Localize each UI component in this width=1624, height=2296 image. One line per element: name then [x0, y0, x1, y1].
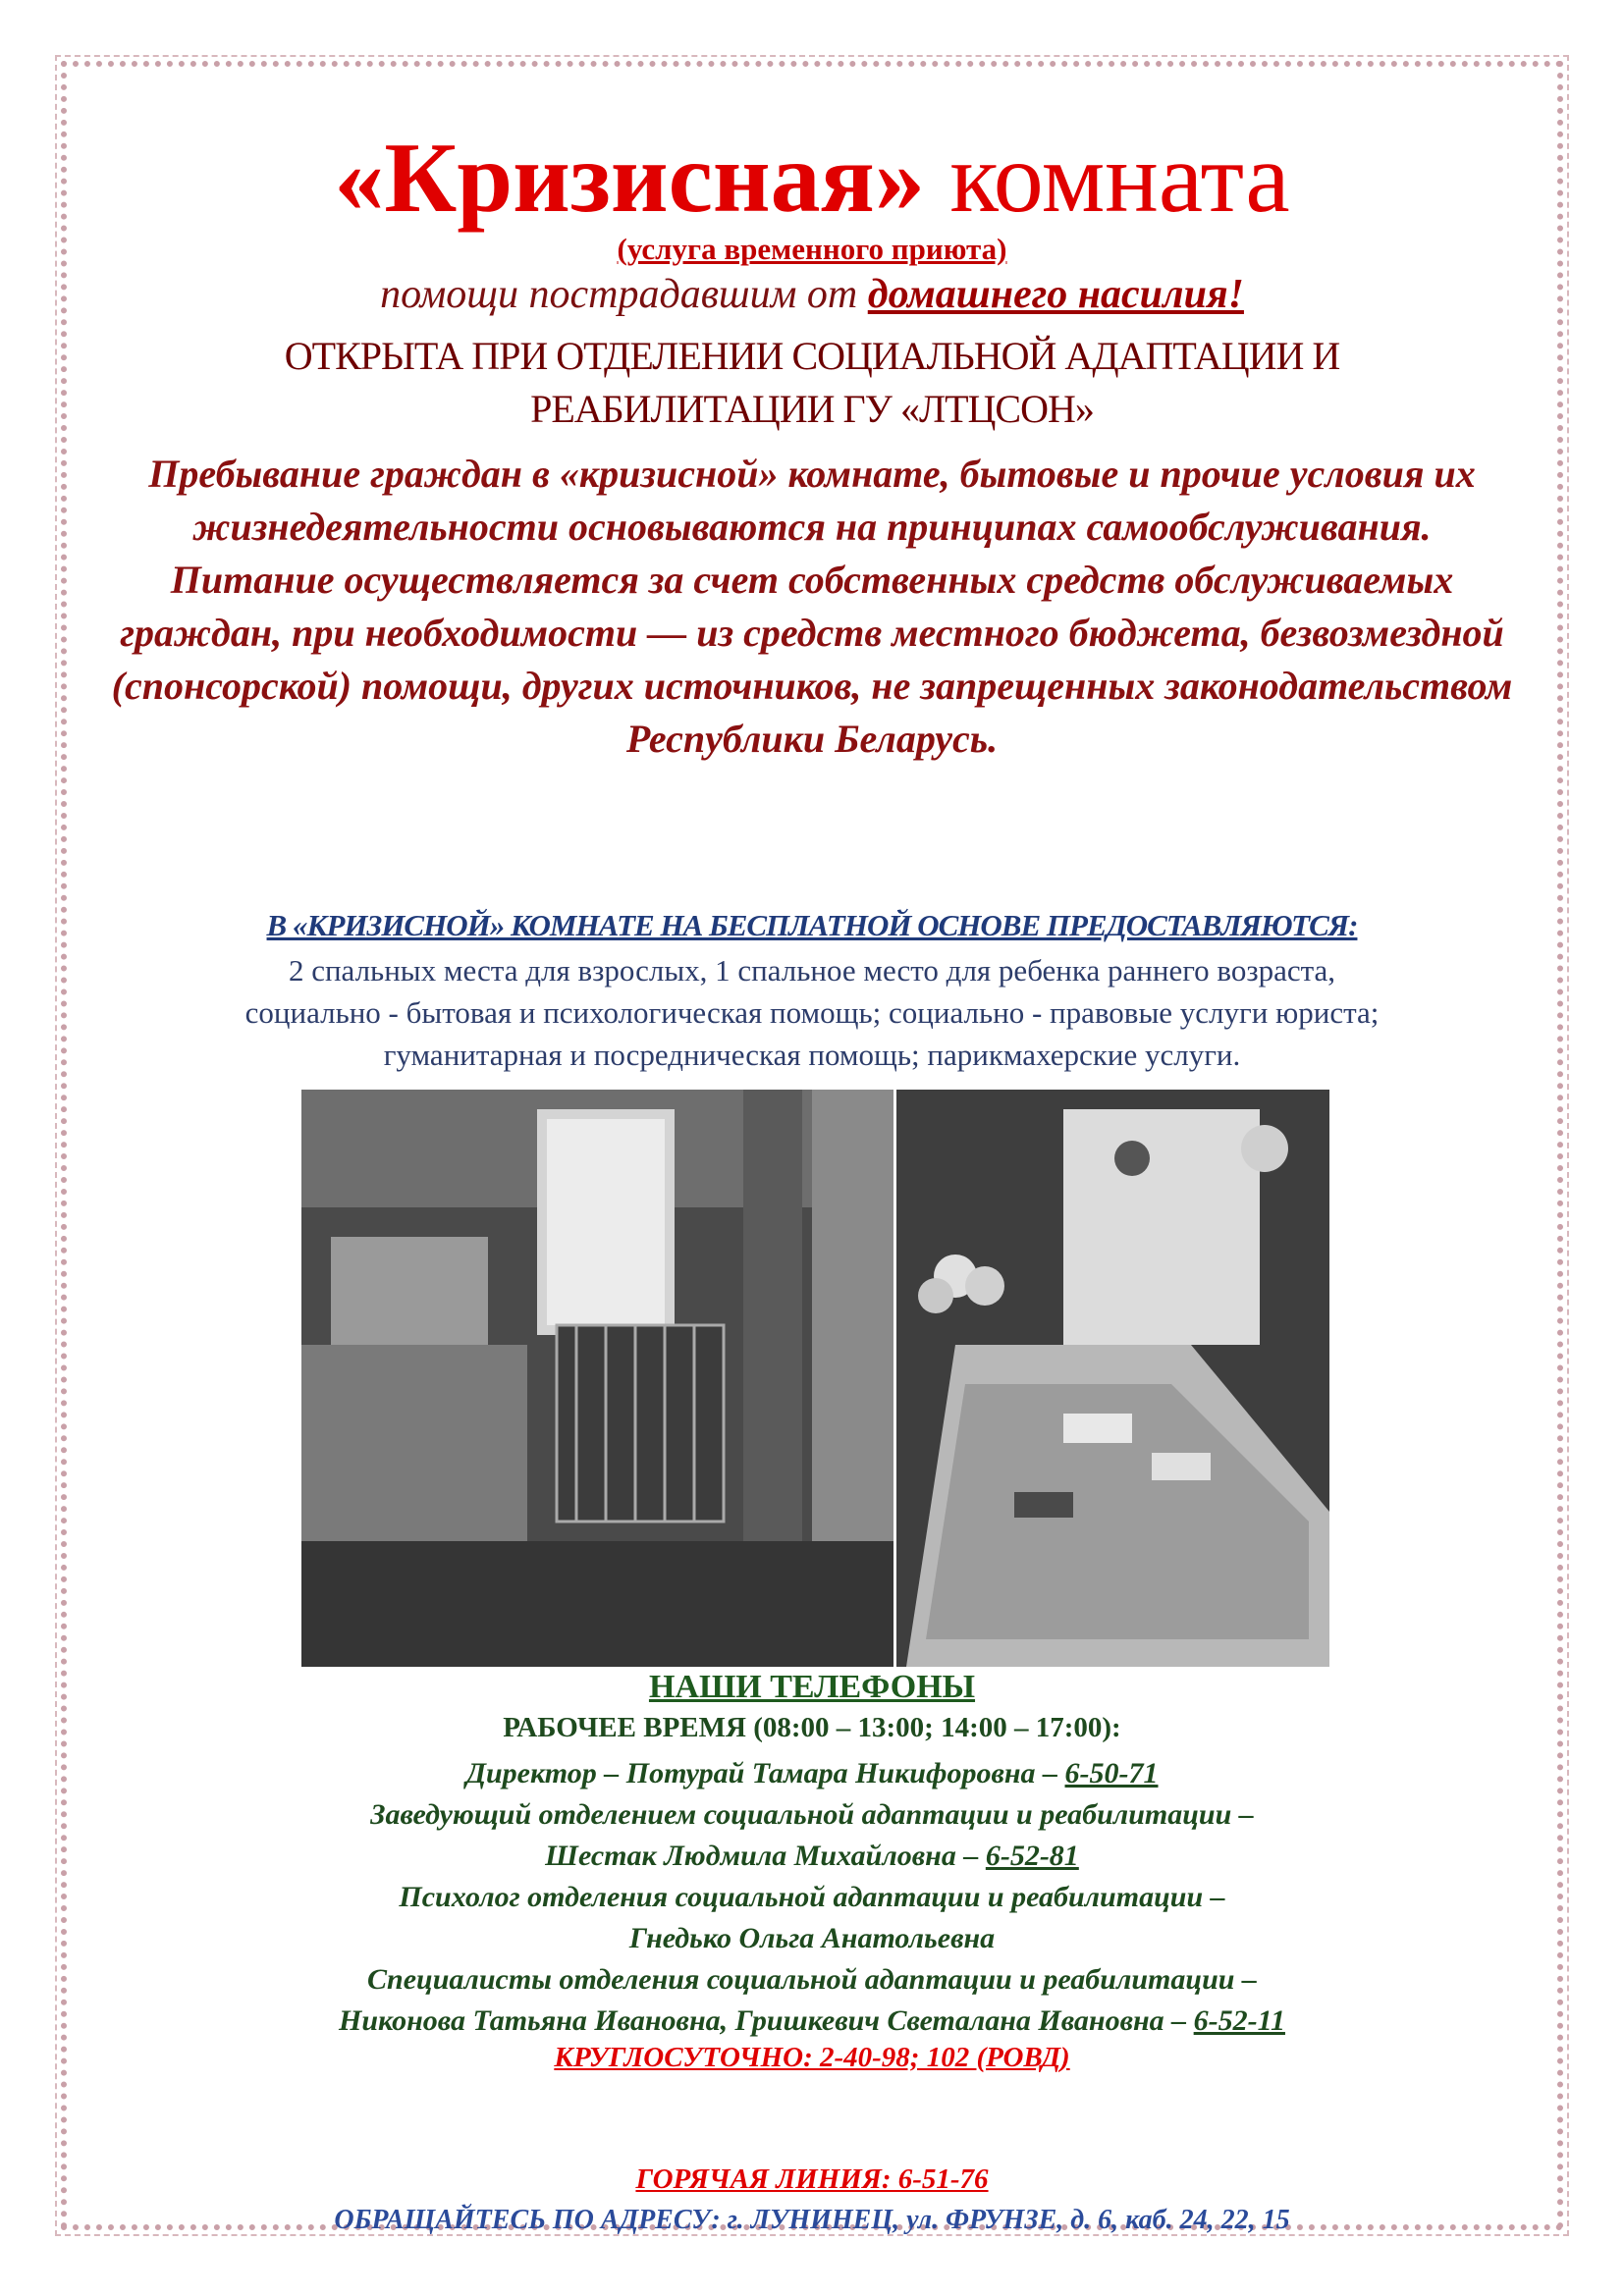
page-title: «Кризисная» комната: [334, 123, 1290, 234]
services-list: 2 спальных места для взрослых, 1 спальное место для ребенка раннего возраста, социально - бытовая и психологическая помощь; социально - правовые услуги юриста; гуманитарная и посредническая помощь; парикмахерские услуги.: [244, 953, 1380, 1072]
psychologist-line-2: Гнедько Ольга Анатольевна: [628, 1922, 996, 1954]
table-photo: [896, 1090, 1329, 1667]
psychologist-line-1: Психолог отделения социальной адаптации и реабилитации –: [399, 1881, 1225, 1913]
conditions-paragraph-2: Питание осуществляется за счет собственных средств обслуживаемых граждан, при необходимости — из средств местного бюджета, безвозмездной (спонсорской) помощи, других источников, не запрещенных законодательством Республики Беларусь.: [111, 558, 1513, 761]
head-phone: 6-52-81: [985, 1840, 1079, 1872]
organization-line: ОТКРЫТА ПРИ ОТДЕЛЕНИИ СОЦИАЛЬНОЙ АДАПТАЦИИ И РЕАБИЛИТАЦИИ ГУ «ЛТЦСОН»: [284, 334, 1340, 431]
address-line: ОБРАЩАЙТЕСЬ ПО АДРЕСУ: г. ЛУНИНЕЦ, ул. ФРУНЗЕ, д. 6, каб. 24, 22, 15: [334, 2205, 1290, 2235]
specialists-line-1: Специалисты отделения социальной адаптации и реабилитации –: [367, 1963, 1257, 1996]
hotline: ГОРЯЧАЯ ЛИНИЯ: 6-51-76: [635, 2163, 989, 2195]
services-heading: В «КРИЗИСНОЙ» КОМНАТЕ НА БЕСПЛАТНОЙ ОСНОВЕ ПРЕДОСТАВЛЯЮТСЯ:: [266, 908, 1358, 942]
director-line: Директор – Потурай Тамара Никифоровна – 6-50-71: [465, 1757, 1159, 1789]
round-clock-line: КРУГЛОСУТОЧНО: 2-40-98; 102 (РОВД): [554, 2042, 1070, 2073]
head-line-1: Заведующий отделением социальной адаптации и реабилитации –: [370, 1798, 1254, 1831]
conditions-paragraph-1: Пребывание граждан в «кризисной» комнате, бытовые и прочие условия их жизнедеятельности основываются на принципах самообслуживания.: [148, 452, 1476, 549]
specialists-line-2: Никонова Татьяна Ивановна, Гришкевич Светалана Ивановна – 6-52-11: [339, 2004, 1285, 2037]
conditions-text: [108, 448, 1516, 766]
phones-heading: НАШИ ТЕЛЕФОНЫ: [648, 1669, 976, 1705]
purpose-line: помощи пострадавшим от домашнего насилия!: [380, 272, 1244, 317]
work-hours: РАБОЧЕЕ ВРЕМЯ (08:00 – 13:00; 14:00 – 17:00):: [503, 1712, 1121, 1743]
specialists-phone: 6-52-11: [1193, 2004, 1285, 2037]
director-phone: 6-50-71: [1064, 1757, 1159, 1789]
bedroom-photo: [301, 1090, 893, 1667]
domestic-violence-text: домашнего насилия!: [867, 272, 1244, 317]
head-line-2: Шестак Людмила Михайловна – 6-52-81: [545, 1840, 1079, 1872]
subtitle: (услуга временного приюта): [617, 232, 1007, 266]
